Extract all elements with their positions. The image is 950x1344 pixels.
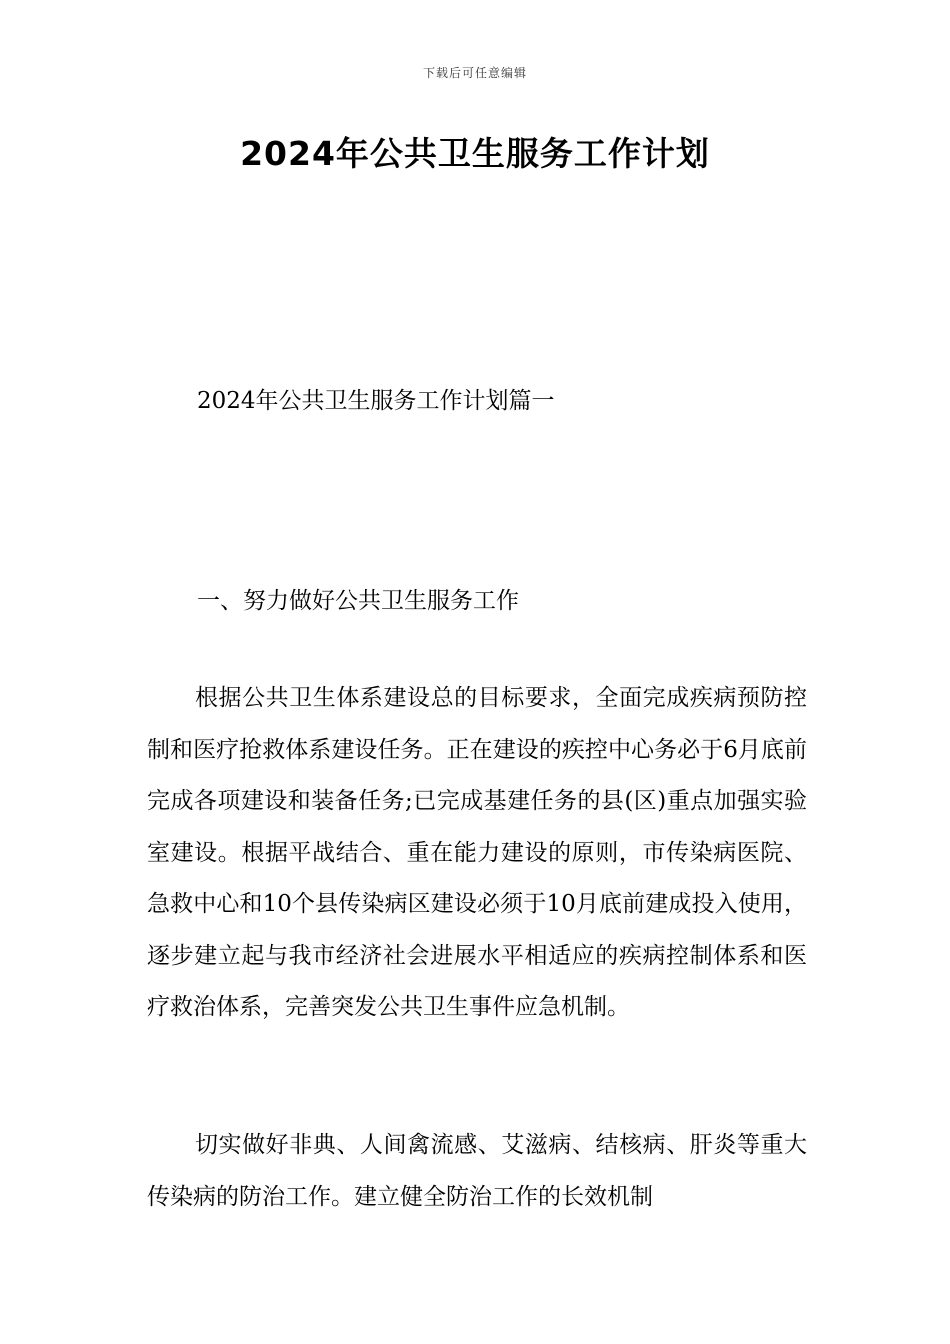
- section-title: 2024年公共卫生服务工作计划篇一: [197, 388, 555, 414]
- header-note: 下载后可任意编辑: [422, 66, 527, 80]
- body-paragraph-1: 根据公共卫生体系建设总的目标要求，全面完成疾病预防控制和医疗抢救体系建设任务。正在建设的疾控中心务必于6月底前完成各项建设和装备任务;已完成基建任务的县(区)重点加强实验室建设。根据平战结合、重在能力建设的原则，市传染病医院、急救中心和10个县传染病区建设必须于10月底前建成投入使用，逐步建立起与我市经济社会进展水平相适应的疾病控制体系和医疗救治体系，完善突发公共卫生事件应急机制。: [147, 685, 807, 1020]
- body-paragraph-2: 切实做好非典、人间禽流感、艾滋病、结核病、肝炎等重大传染病的防治工作。建立健全防治工作的长效机制: [147, 1132, 807, 1210]
- document-title: 2024年公共卫生服务工作计划: [240, 134, 710, 173]
- heading-1: 一、努力做好公共卫生服务工作: [197, 588, 519, 614]
